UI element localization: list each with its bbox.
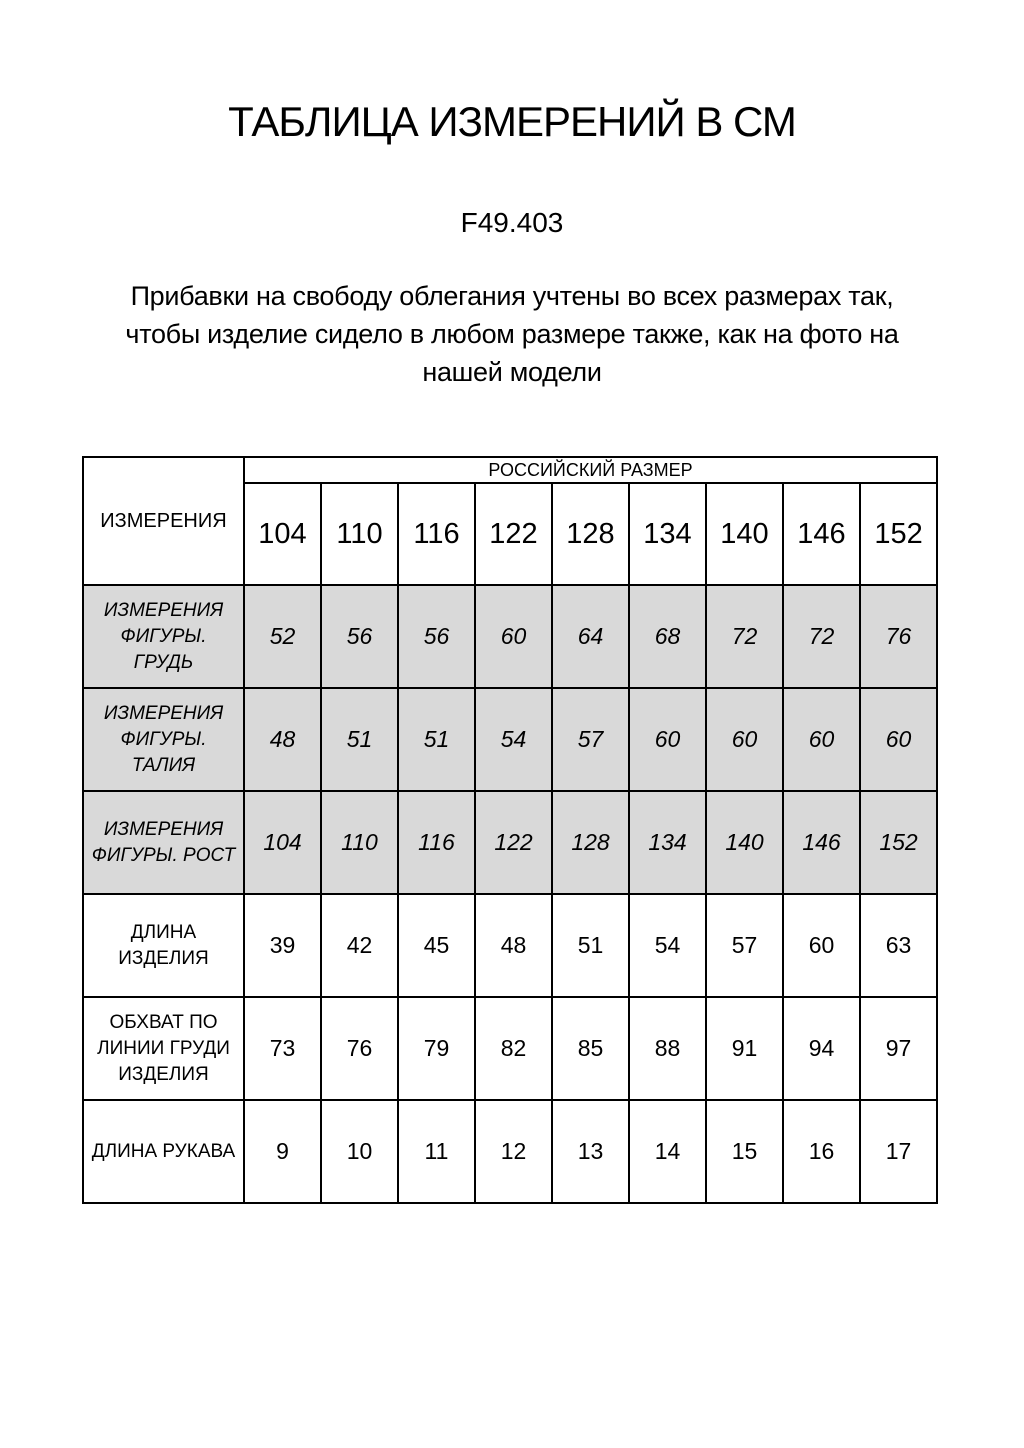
size-table [82, 456, 938, 1204]
product-code: F49.403 [460, 207, 564, 238]
page-title: ТАБЛИЦА ИЗМЕРЕНИЙ В СМ [228, 98, 796, 145]
fit-note [0, 277, 1024, 391]
table-row-waist [83, 688, 937, 791]
value-cell: 51 [398, 688, 475, 791]
value-cell: 97 [860, 997, 937, 1100]
value-cell: 16 [783, 1100, 860, 1203]
value-cell: 60 [706, 688, 783, 791]
value-cell: 9 [244, 1100, 321, 1203]
value-cell: 140 [706, 791, 783, 894]
row-label: ИЗМЕРЕНИЯ ФИГУРЫ. ТАЛИЯ [83, 688, 244, 791]
value-cell: 60 [475, 585, 552, 688]
value-cell: 91 [706, 997, 783, 1100]
table-row-sleeve-length [83, 1100, 937, 1203]
value-cell: 152 [860, 791, 937, 894]
value-cell: 146 [783, 791, 860, 894]
value-cell: 12 [475, 1100, 552, 1203]
value-cell: 134 [629, 791, 706, 894]
size-header-cell: 128 [552, 483, 629, 585]
value-cell: 48 [244, 688, 321, 791]
value-cell: 104 [244, 791, 321, 894]
value-cell: 60 [783, 688, 860, 791]
size-header-cell: 104 [244, 483, 321, 585]
size-header-cell: 122 [475, 483, 552, 585]
table-row-height [83, 791, 937, 894]
value-cell: 60 [860, 688, 937, 791]
size-header-cell: 140 [706, 483, 783, 585]
row-label: ИЗМЕРЕНИЯ ФИГУРЫ. ГРУДЬ [83, 585, 244, 688]
value-cell: 48 [475, 894, 552, 997]
row-label: ОБХВАТ ПО ЛИНИИ ГРУДИ ИЗДЕЛИЯ [83, 997, 244, 1100]
value-cell: 63 [860, 894, 937, 997]
value-cell: 128 [552, 791, 629, 894]
value-cell: 73 [244, 997, 321, 1100]
value-cell: 51 [552, 894, 629, 997]
value-cell: 17 [860, 1100, 937, 1203]
value-cell: 45 [398, 894, 475, 997]
value-cell: 54 [629, 894, 706, 997]
value-cell: 52 [244, 585, 321, 688]
value-cell: 56 [321, 585, 398, 688]
value-cell: 94 [783, 997, 860, 1100]
size-header-cell: 134 [629, 483, 706, 585]
size-header-cell: 116 [398, 483, 475, 585]
value-cell: 72 [706, 585, 783, 688]
value-cell: 82 [475, 997, 552, 1100]
value-cell: 56 [398, 585, 475, 688]
size-header-cell: 146 [783, 483, 860, 585]
value-cell: 57 [552, 688, 629, 791]
value-cell: 110 [321, 791, 398, 894]
value-cell: 51 [321, 688, 398, 791]
value-cell: 68 [629, 585, 706, 688]
value-cell: 79 [398, 997, 475, 1100]
table-row-chest [83, 585, 937, 688]
row-label: ИЗМЕРЕНИЯ ФИГУРЫ. РОСТ [83, 791, 244, 894]
corner-header-cell: ИЗМЕРЕНИЯ [83, 457, 244, 585]
value-cell: 85 [552, 997, 629, 1100]
fit-note-line: нашей модели [422, 357, 602, 387]
value-cell: 122 [475, 791, 552, 894]
value-cell: 64 [552, 585, 629, 688]
value-cell: 54 [475, 688, 552, 791]
value-cell: 11 [398, 1100, 475, 1203]
value-cell: 57 [706, 894, 783, 997]
value-cell: 60 [783, 894, 860, 997]
row-label: ДЛИНА РУКАВА [83, 1100, 244, 1203]
value-cell: 13 [552, 1100, 629, 1203]
value-cell: 39 [244, 894, 321, 997]
value-cell: 15 [706, 1100, 783, 1203]
size-header-cell: 110 [321, 483, 398, 585]
value-cell: 42 [321, 894, 398, 997]
table-row-item-length [83, 894, 937, 997]
value-cell: 116 [398, 791, 475, 894]
value-cell: 14 [629, 1100, 706, 1203]
group-header-cell: РОССИЙСКИЙ РАЗМЕР [244, 457, 937, 483]
value-cell: 72 [783, 585, 860, 688]
table-row-chest-girth [83, 997, 937, 1100]
row-label: ДЛИНА ИЗДЕЛИЯ [83, 894, 244, 997]
value-cell: 76 [860, 585, 937, 688]
size-header-cell: 152 [860, 483, 937, 585]
value-cell: 88 [629, 997, 706, 1100]
fit-note-line: Прибавки на свободу облегания учтены во всех размерах так, [130, 281, 894, 311]
value-cell: 10 [321, 1100, 398, 1203]
value-cell: 60 [629, 688, 706, 791]
fit-note-line: чтобы изделие сидело в любом размере также, как на фото на [125, 319, 899, 349]
value-cell: 76 [321, 997, 398, 1100]
